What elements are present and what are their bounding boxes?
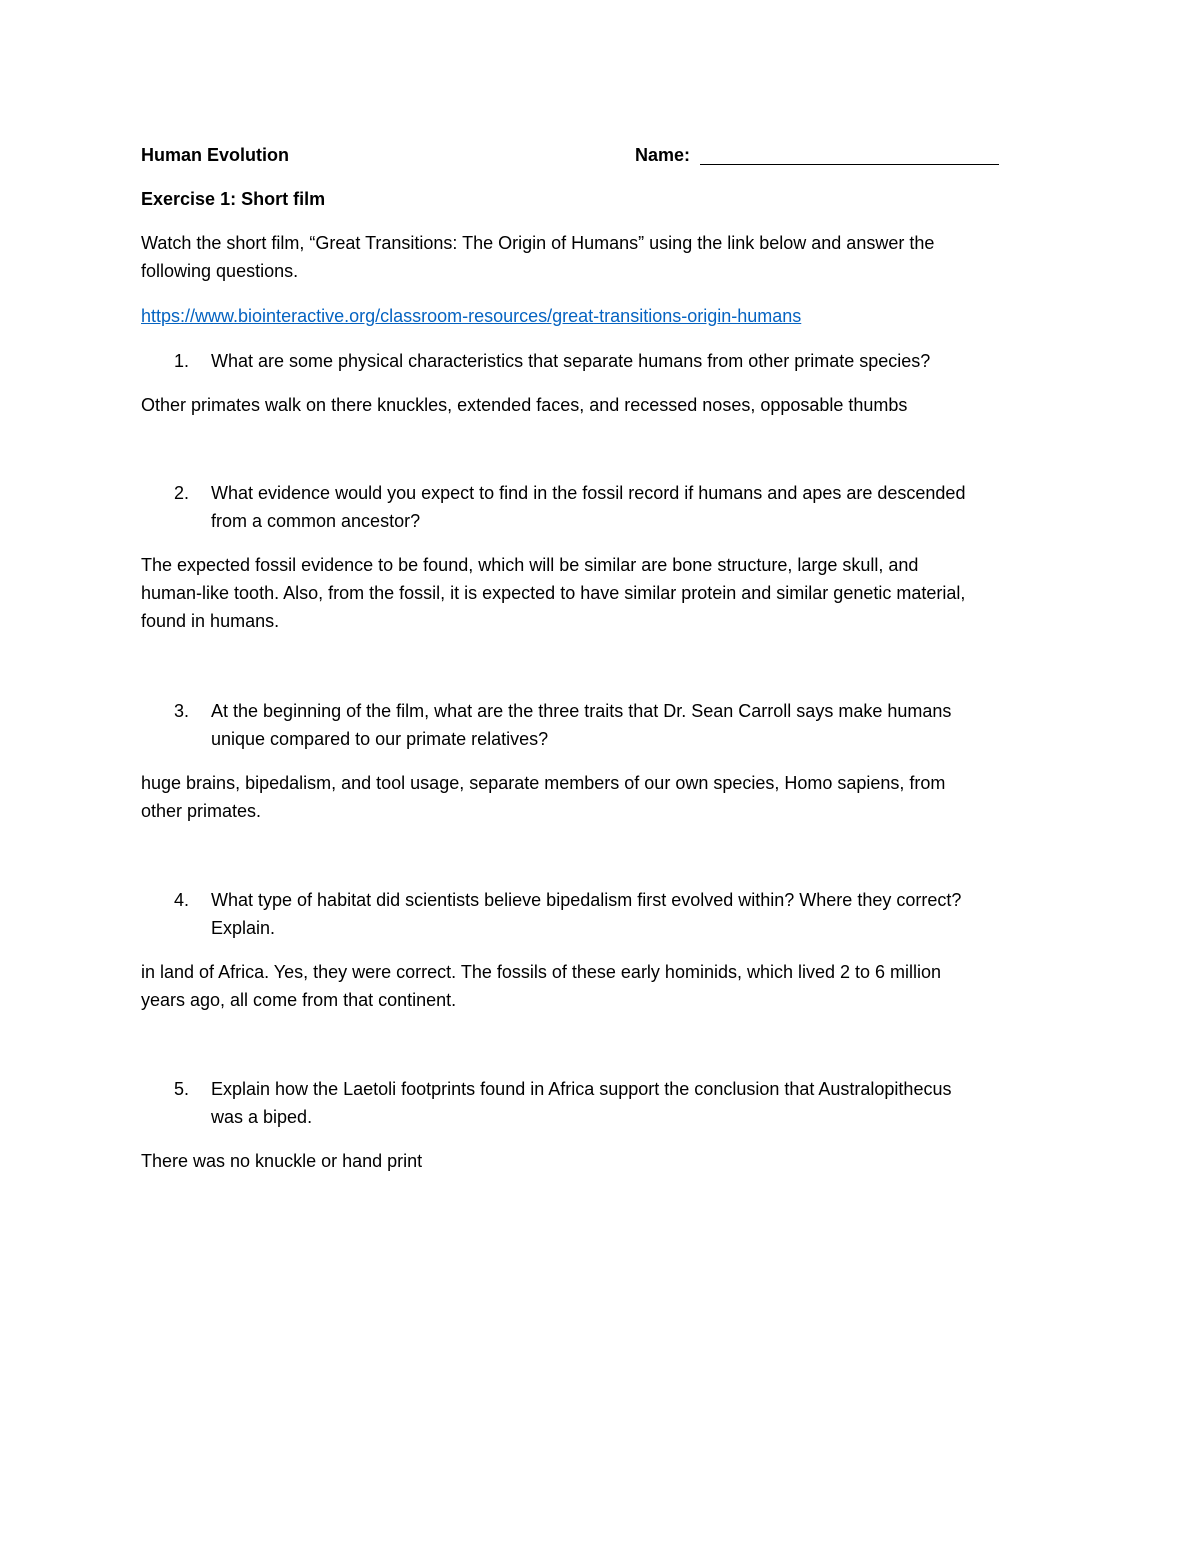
question-text <box>211 697 1091 753</box>
question-number: 2. <box>174 483 190 503</box>
exercise-heading: Exercise 1: Short film <box>141 189 326 209</box>
question-number: 5. <box>174 1079 190 1099</box>
question-number: 1. <box>174 351 190 371</box>
document-title: Human Evolution <box>141 145 289 165</box>
answer-3-line-1: huge brains, bipedalism, and tool usage, separate members of our own species, Homo sapiens, from <box>141 773 946 793</box>
answer-4-line-2: years ago, all come from that continent. <box>141 990 457 1010</box>
instructions-line-1: Watch the short film, “Great Transitions: The Origin of Humans” using the link below and answer the <box>141 233 935 253</box>
film-link[interactable]: https://www.biointeractive.org/classroom-resources/great-transitions-origin-humans <box>141 306 802 326</box>
answer-2-line-2: human-like tooth. Also, from the fossil, it is expected to have similar protein and similar genetic material, <box>141 583 966 603</box>
question-line: At the beginning of the film, what are the three traits that Dr. Sean Carroll says make humans <box>211 701 952 721</box>
name-blank-line <box>700 164 999 165</box>
question-line: Explain. <box>211 918 276 938</box>
answer-1-line-1: Other primates walk on there knuckles, extended faces, and recessed noses, opposable thumbs <box>141 395 908 415</box>
answer-2-line-3: found in humans. <box>141 611 280 631</box>
answer-2-line-1: The expected fossil evidence to be found, which will be similar are bone structure, large skull, and <box>141 555 919 575</box>
question-text <box>211 1075 1091 1131</box>
question-number: 3. <box>174 701 190 721</box>
answer-3-line-2: other primates. <box>141 801 262 821</box>
answer-4-line-1: in land of Africa. Yes, they were correct. The fossils of these early hominids, which lived 2 to 6 million <box>141 962 942 982</box>
instructions-line-2: following questions. <box>141 261 299 281</box>
question-line: from a common ancestor? <box>211 511 421 531</box>
question-text <box>211 479 1091 535</box>
question-line: What evidence would you expect to find in the fossil record if humans and apes are descended <box>211 483 966 503</box>
question-line: What type of habitat did scientists believe bipedalism first evolved within? Where they correct? <box>211 890 962 910</box>
question-line: was a biped. <box>211 1107 313 1127</box>
question-number: 4. <box>174 890 190 910</box>
question-line: What are some physical characteristics that separate humans from other primate species? <box>211 351 931 371</box>
question-text <box>211 886 1091 942</box>
question-line: unique compared to our primate relatives? <box>211 729 549 749</box>
question-text <box>211 347 1091 375</box>
question-line: Explain how the Laetoli footprints found in Africa support the conclusion that Australopithecus <box>211 1079 952 1099</box>
answer-5-line-1: There was no knuckle or hand print <box>141 1151 423 1171</box>
name-label: Name: <box>635 145 691 165</box>
